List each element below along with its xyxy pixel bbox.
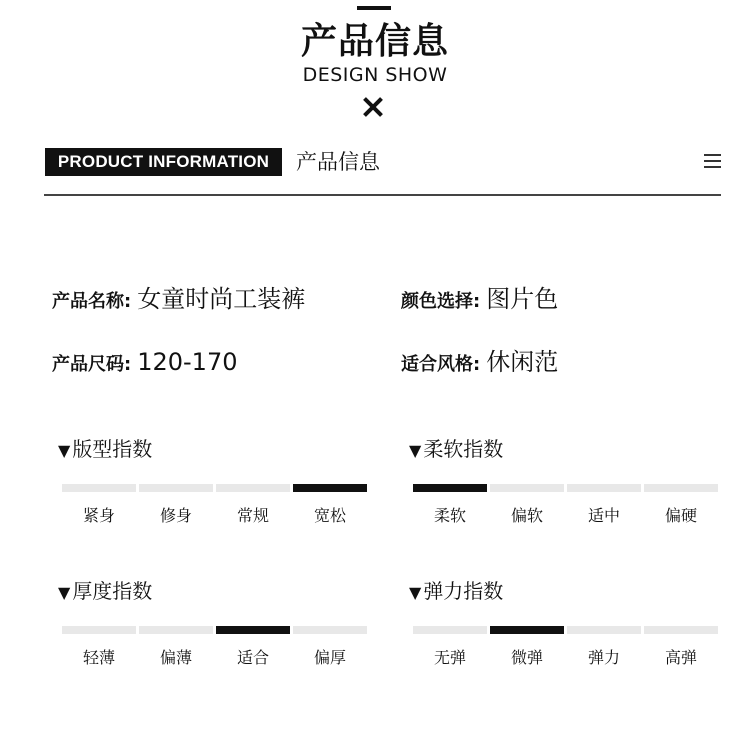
- scale-option-label: 偏软: [510, 506, 543, 525]
- info-label: 产品名称:: [52, 291, 132, 312]
- scale-option-label: 宽松: [313, 506, 346, 525]
- scale-option-label: 偏薄: [159, 648, 192, 667]
- scale-segment: [644, 626, 718, 634]
- scale-segment: [413, 484, 487, 492]
- info-label: 适合风格:: [401, 354, 481, 375]
- scale-option-label: 偏硬: [664, 506, 697, 525]
- info-size: [52, 347, 237, 380]
- scale-title-text: 弹力指数: [423, 579, 504, 603]
- section-title: 产品信息: [296, 150, 380, 174]
- scale-softness: [409, 436, 715, 546]
- scale-segment: [216, 626, 290, 634]
- scale-option-label: 微弹: [510, 648, 543, 667]
- scale-option-label: 适中: [587, 506, 620, 525]
- scale-segment: [293, 484, 367, 492]
- triangle-down-icon: ▼: [409, 583, 422, 602]
- scale-option-label: 适合: [236, 648, 269, 667]
- scale-segment: [216, 484, 290, 492]
- scale-option-label: 修身: [159, 506, 192, 525]
- info-label: 颜色选择:: [401, 291, 481, 312]
- triangle-down-icon: ▼: [58, 441, 71, 460]
- scale-title: [409, 436, 503, 464]
- scale-title-text: 柔软指数: [423, 437, 504, 461]
- scale-segment: [567, 484, 641, 492]
- scale-segment: [139, 484, 213, 492]
- info-product-name: [52, 284, 305, 317]
- scale-fit: [58, 436, 364, 546]
- scale-title: [409, 578, 503, 606]
- scale-segment: [490, 626, 564, 634]
- scale-segment: [644, 484, 718, 492]
- info-style: [401, 347, 558, 380]
- scale-segment: [567, 626, 641, 634]
- scale-elasticity: [409, 578, 715, 688]
- scale-option-label: 弹力: [587, 648, 620, 667]
- scale-option-label: 高弹: [664, 648, 697, 667]
- info-value: 女童时尚工装裤: [137, 285, 306, 313]
- scale-title-text: 厚度指数: [72, 579, 153, 603]
- scale-title: [58, 436, 152, 464]
- scale-segment: [490, 484, 564, 492]
- divider: [44, 194, 721, 196]
- menu-icon[interactable]: [704, 154, 721, 169]
- scale-option-label: 柔软: [433, 506, 466, 525]
- top-decoration-bar: [357, 6, 391, 10]
- scale-segment: [62, 484, 136, 492]
- info-value: 休闲范: [486, 348, 559, 376]
- info-color: [401, 284, 558, 317]
- scale-segment: [139, 626, 213, 634]
- scale-title: [58, 578, 152, 606]
- scale-option-label: 轻薄: [82, 648, 115, 667]
- scale-option-label: 常规: [236, 506, 269, 525]
- close-icon: [360, 94, 386, 120]
- section-badge: PRODUCT INFORMATION: [45, 148, 282, 176]
- scale-segment: [293, 626, 367, 634]
- scale-option-label: 紧身: [82, 506, 115, 525]
- scale-title-text: 版型指数: [72, 437, 153, 461]
- scale-segment: [413, 626, 487, 634]
- info-value: 图片色: [486, 285, 559, 313]
- triangle-down-icon: ▼: [409, 441, 422, 460]
- info-value: 120-170: [137, 348, 238, 376]
- triangle-down-icon: ▼: [58, 583, 71, 602]
- scale-option-label: 无弹: [433, 648, 466, 667]
- scale-option-label: 偏厚: [313, 648, 346, 667]
- scale-thickness: [58, 578, 364, 688]
- info-label: 产品尺码:: [52, 354, 132, 375]
- page-subtitle: DESIGN SHOW: [302, 64, 448, 86]
- page-title: 产品信息: [300, 21, 449, 62]
- scale-segment: [62, 626, 136, 634]
